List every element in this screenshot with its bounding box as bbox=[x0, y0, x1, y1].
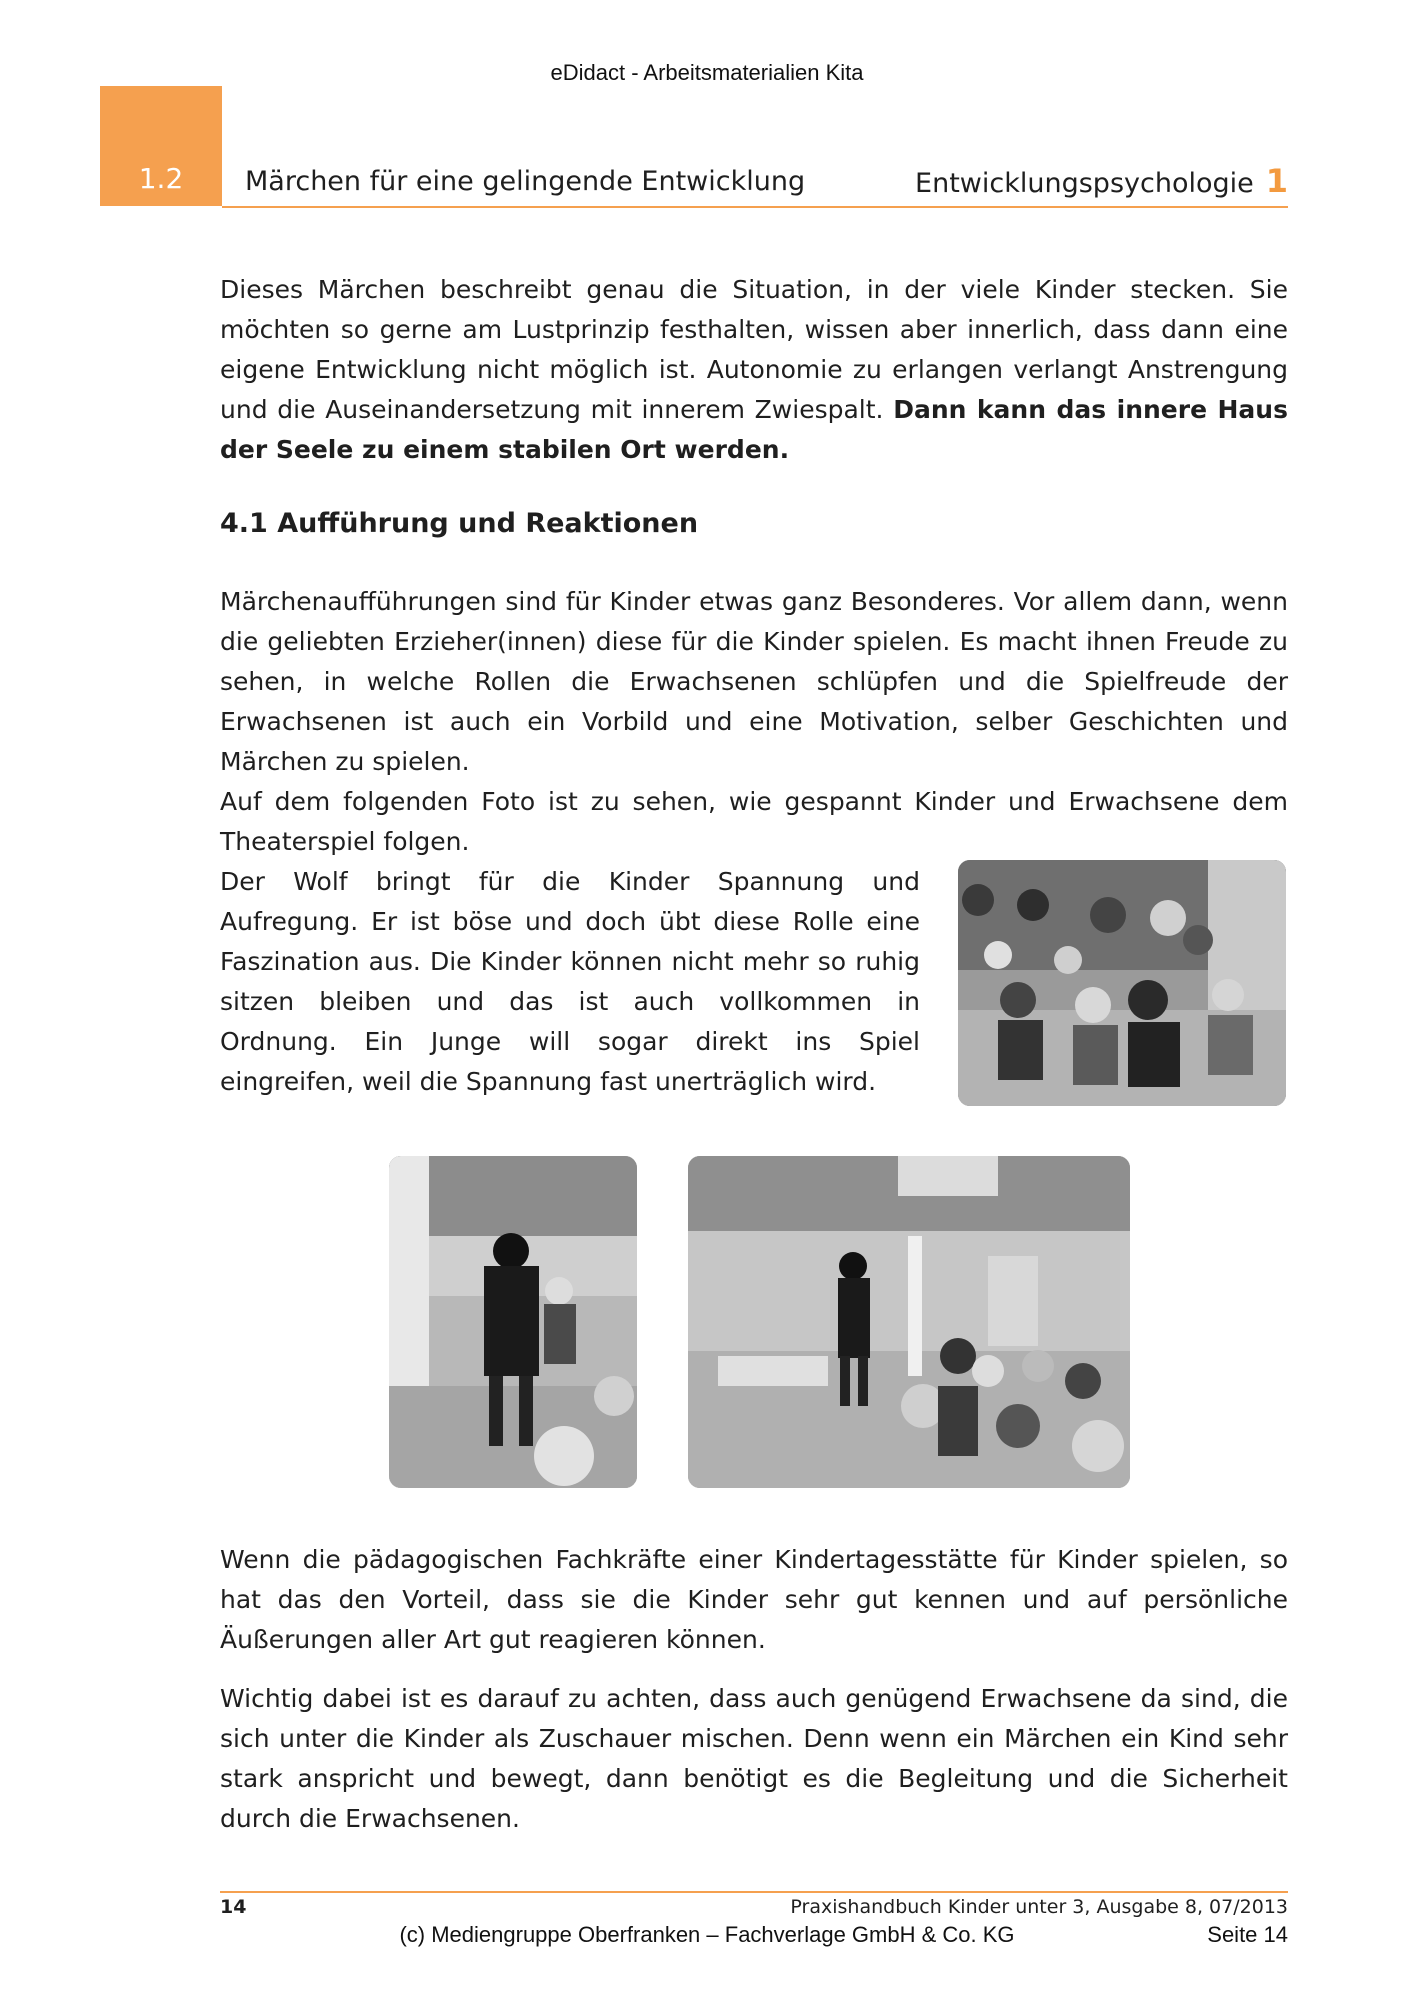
copyright-line: (c) Mediengruppe Oberfranken – Fachverlage GmbH & Co. KG bbox=[399, 1922, 1015, 1947]
intro-text: Dieses Märchen beschreibt genau die Situation, in der viele Kinder stecken. Sie möchten so gerne am Lustprinzip festhalten, wissen aber innerlich, dass dann eine eigene Entwicklung nicht möglich ist. Autonomie zu erlangen verlangt Anstrengung und die Auseinandersetzung mit innerem Zwiespalt. bbox=[220, 275, 1288, 424]
chapter-topic bbox=[915, 162, 1288, 200]
section-number: 1.2 bbox=[138, 162, 184, 195]
wolf-audience-photo-drawing bbox=[688, 1156, 1130, 1488]
intro-paragraph bbox=[220, 270, 1288, 470]
footer-publication: Praxishandbuch Kinder unter 3, Ausgabe 8, 07/2013 bbox=[790, 1896, 1288, 1918]
chapter-title: Märchen für eine gelingende Entwicklung bbox=[245, 166, 806, 197]
topic-number: 1 bbox=[1265, 162, 1288, 200]
paragraph-wolf: Der Wolf bringt für die Kinder Spannung und Aufregung. Er ist böse und doch übt diese Rolle eine Faszination aus. Die Kinder können nicht mehr so ruhig sitzen bleiben und das ist auch vollkommen in Ordnung. Ein Junge will sogar direkt ins Spiel eingreifen, weil die Spannung fast unerträglich wird. bbox=[220, 867, 920, 1096]
paragraph-2: Auf dem folgenden Foto ist zu sehen, wie gespannt Kinder und Erwachsene dem Theaterspiel folgen. bbox=[220, 787, 1288, 856]
paragraph-performances bbox=[220, 582, 1288, 862]
section-heading: 4.1 Aufführung und Reaktionen bbox=[220, 508, 699, 539]
edidact-banner: eDidact - Arbeitsmaterialien Kita bbox=[550, 60, 864, 85]
topic-label: Entwicklungspsychologie bbox=[915, 168, 1254, 199]
paragraph-3: Wenn die pädagogischen Fachkräfte einer Kindertagesstätte für Kinder spielen, so hat das den Vorteil, dass sie die Kinder sehr gut kennen und auf persönliche Äußerungen aller Art gut reagieren können. bbox=[220, 1545, 1288, 1654]
footer-rule bbox=[220, 1891, 1288, 1893]
audience-photo-drawing bbox=[958, 860, 1286, 1106]
audience-photo bbox=[958, 860, 1286, 1106]
footer-page-number: 14 bbox=[220, 1896, 247, 1918]
intro-bold-text: Dann kann das innere Haus der Seele zu einem stabilen Ort werden. bbox=[220, 395, 1288, 464]
header-rule bbox=[222, 206, 1288, 208]
seite-label: Seite 14 bbox=[1207, 1922, 1288, 1947]
wolf-audience-photo bbox=[688, 1156, 1130, 1488]
paragraph-1: Märchenaufführungen sind für Kinder etwas ganz Besonderes. Vor allem dann, wenn die geliebten Erzieher(innen) diese für die Kinder spielen. Es macht ihnen Freude zu sehen, in welche Rollen die Erwachsenen schlüpfen und die Spielfreude der Erwachsenen ist auch ein Vorbild und eine Motivation, selber Geschichten und Märchen zu spielen. bbox=[220, 587, 1288, 776]
paragraph-4: Wichtig dabei ist es darauf zu achten, dass auch genügend Erwachsene da sind, die sich unter die Kinder als Zuschauer mischen. Denn wenn ein Märchen ein Kind sehr stark anspricht und bewegt, dann benötigt es die Begleitung und die Sicherheit durch die Erwachsenen. bbox=[220, 1684, 1288, 1833]
wolf-child-photo-drawing bbox=[389, 1156, 637, 1488]
wolf-child-photo bbox=[389, 1156, 637, 1488]
